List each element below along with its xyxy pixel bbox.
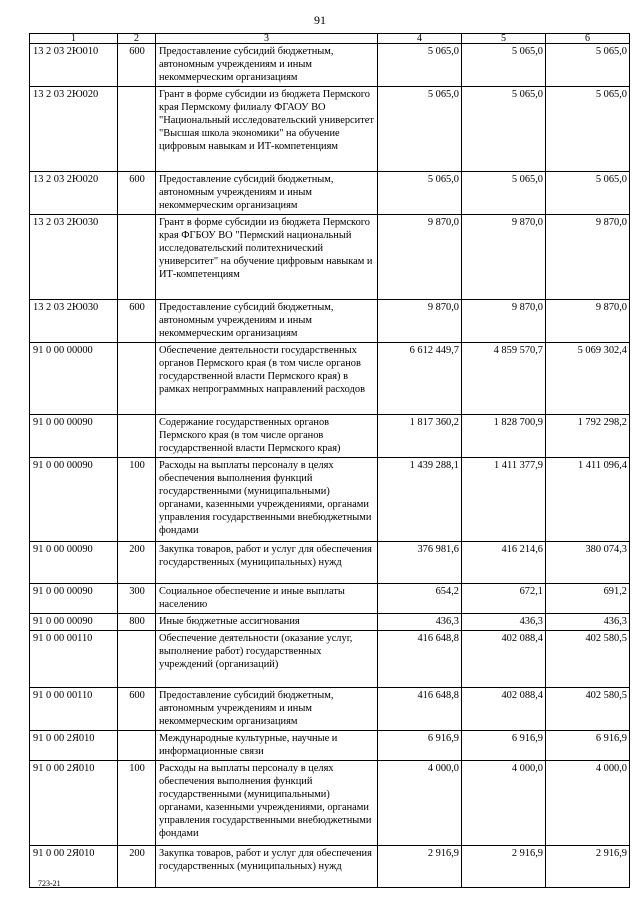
table-row	[30, 731, 630, 761]
column-header: 6	[546, 34, 630, 44]
description-cell: Грант в форме субсидии из бюджета Пермского края Пермскому филиалу ФГАОУ ВО "Национальный исследовательский университет "Высшая школа экономики" на обучение цифровым навыкам и ИТ-компетенциям	[156, 87, 378, 172]
amount-col4-cell: 2 916,9	[378, 846, 462, 888]
column-header: 1	[30, 34, 118, 44]
expense-type-cell	[118, 731, 156, 761]
amount-col4-cell: 376 981,6	[378, 542, 462, 584]
amount-col6-cell: 380 074,3	[546, 542, 630, 584]
amount-col6-cell: 5 069 302,4	[546, 343, 630, 415]
amount-col6-cell: 402 580,5	[546, 688, 630, 731]
amount-col4-cell: 9 870,0	[378, 215, 462, 300]
amount-col5-cell: 6 916,9	[462, 731, 546, 761]
target-code-cell: 91 0 00 00090	[30, 458, 118, 542]
table-row	[30, 846, 630, 888]
amount-col5-cell: 436,3	[462, 614, 546, 631]
table-row	[30, 761, 630, 846]
amount-col4-cell: 416 648,8	[378, 688, 462, 731]
description-cell: Предоставление субсидий бюджетным, автономным учреждениям и иным некоммерческим организациям	[156, 172, 378, 215]
target-code-cell: 91 0 00 00110	[30, 631, 118, 688]
table-row	[30, 343, 630, 415]
document-code: 723-21	[38, 879, 61, 888]
amount-col5-cell: 4 000,0	[462, 761, 546, 846]
amount-col6-cell: 6 916,9	[546, 731, 630, 761]
amount-col6-cell: 2 916,9	[546, 846, 630, 888]
target-code-cell: 91 0 00 00090	[30, 584, 118, 614]
target-code-cell: 91 0 00 2Я010	[30, 761, 118, 846]
target-code-cell: 13 2 03 2Ю020	[30, 172, 118, 215]
expense-type-cell	[118, 631, 156, 688]
amount-col5-cell: 9 870,0	[462, 215, 546, 300]
expense-type-cell: 600	[118, 300, 156, 343]
target-code-cell: 91 0 00 00090	[30, 542, 118, 584]
amount-col6-cell: 436,3	[546, 614, 630, 631]
table-row	[30, 631, 630, 688]
amount-col6-cell: 5 065,0	[546, 87, 630, 172]
description-cell: Предоставление субсидий бюджетным, автономным учреждениям и иным некоммерческим организациям	[156, 300, 378, 343]
amount-col5-cell: 5 065,0	[462, 172, 546, 215]
table-row	[30, 44, 630, 87]
expense-type-cell	[118, 215, 156, 300]
amount-col5-cell: 402 088,4	[462, 631, 546, 688]
description-cell: Международные культурные, научные и информационные связи	[156, 731, 378, 761]
expense-type-cell	[118, 87, 156, 172]
amount-col6-cell: 9 870,0	[546, 215, 630, 300]
amount-col6-cell: 691,2	[546, 584, 630, 614]
amount-col5-cell: 4 859 570,7	[462, 343, 546, 415]
target-code-cell: 91 0 00 00110	[30, 688, 118, 731]
expense-type-cell	[118, 415, 156, 458]
expense-type-cell: 200	[118, 542, 156, 584]
target-code-cell: 91 0 00 2Я010	[30, 731, 118, 761]
target-code-cell: 91 0 00 2Я010	[30, 846, 118, 888]
amount-col4-cell: 654,2	[378, 584, 462, 614]
target-code-cell: 91 0 00 00090	[30, 415, 118, 458]
description-cell: Предоставление субсидий бюджетным, автономным учреждениям и иным некоммерческим организациям	[156, 44, 378, 87]
amount-col5-cell: 2 916,9	[462, 846, 546, 888]
table-row	[30, 458, 630, 542]
column-header: 2	[118, 34, 156, 44]
description-cell: Закупка товаров, работ и услуг для обеспечения государственных (муниципальных) нужд	[156, 846, 378, 888]
amount-col5-cell: 672,1	[462, 584, 546, 614]
page-number: 91	[314, 13, 326, 27]
expense-type-cell: 800	[118, 614, 156, 631]
description-cell: Расходы на выплаты персоналу в целях обеспечения выполнения функций государственными (муниципальными) органами, казенными учреждениями, органами управления государственными внебюджетными фондами	[156, 458, 378, 542]
amount-col5-cell: 416 214,6	[462, 542, 546, 584]
amount-col5-cell: 5 065,0	[462, 44, 546, 87]
description-cell: Обеспечение деятельности государственных органов Пермского края (в том числе органов государственной власти Пермского края) в рамках непрограммных направлений расходов	[156, 343, 378, 415]
description-cell: Содержание государственных органов Пермского края (в том числе органов государственной власти Пермского края)	[156, 415, 378, 458]
amount-col6-cell: 1 792 298,2	[546, 415, 630, 458]
amount-col4-cell: 5 065,0	[378, 172, 462, 215]
amount-col6-cell: 4 000,0	[546, 761, 630, 846]
description-cell: Предоставление субсидий бюджетным, автономным учреждениям и иным некоммерческим организациям	[156, 688, 378, 731]
target-code-cell: 91 0 00 00090	[30, 614, 118, 631]
description-cell: Расходы на выплаты персоналу в целях обеспечения выполнения функций государственными (муниципальными) органами, казенными учреждениями, органами управления государственными внебюджетными фондами	[156, 761, 378, 846]
description-cell: Социальное обеспечение и иные выплаты населению	[156, 584, 378, 614]
target-code-cell: 91 0 00 00000	[30, 343, 118, 415]
target-code-cell: 13 2 03 2Ю030	[30, 300, 118, 343]
amount-col5-cell: 1 411 377,9	[462, 458, 546, 542]
table-row	[30, 614, 630, 631]
amount-col4-cell: 1 817 360,2	[378, 415, 462, 458]
amount-col4-cell: 6 612 449,7	[378, 343, 462, 415]
header-row	[30, 34, 630, 44]
expense-type-cell: 600	[118, 172, 156, 215]
expense-type-cell: 600	[118, 688, 156, 731]
amount-col6-cell: 5 065,0	[546, 172, 630, 215]
amount-col5-cell: 1 828 700,9	[462, 415, 546, 458]
description-cell: Иные бюджетные ассигнования	[156, 614, 378, 631]
column-header: 5	[462, 34, 546, 44]
description-cell: Закупка товаров, работ и услуг для обеспечения государственных (муниципальных) нужд	[156, 542, 378, 584]
amount-col5-cell: 5 065,0	[462, 87, 546, 172]
target-code-cell: 13 2 03 2Ю020	[30, 87, 118, 172]
table-row	[30, 415, 630, 458]
target-code-cell: 13 2 03 2Ю030	[30, 215, 118, 300]
expense-type-cell: 600	[118, 44, 156, 87]
amount-col4-cell: 6 916,9	[378, 731, 462, 761]
expense-type-cell: 100	[118, 761, 156, 846]
amount-col4-cell: 4 000,0	[378, 761, 462, 846]
table-row	[30, 87, 630, 172]
amount-col4-cell: 1 439 288,1	[378, 458, 462, 542]
table-row	[30, 300, 630, 343]
amount-col4-cell: 9 870,0	[378, 300, 462, 343]
amount-col6-cell: 9 870,0	[546, 300, 630, 343]
amount-col6-cell: 1 411 096,4	[546, 458, 630, 542]
expense-type-cell: 300	[118, 584, 156, 614]
column-header: 4	[378, 34, 462, 44]
table-row	[30, 688, 630, 731]
amount-col6-cell: 5 065,0	[546, 44, 630, 87]
expense-type-cell: 100	[118, 458, 156, 542]
table-row	[30, 584, 630, 614]
amount-col4-cell: 436,3	[378, 614, 462, 631]
budget-table	[29, 33, 630, 888]
table-row	[30, 172, 630, 215]
amount-col4-cell: 416 648,8	[378, 631, 462, 688]
expense-type-cell: 200	[118, 846, 156, 888]
expense-type-cell	[118, 343, 156, 415]
amount-col4-cell: 5 065,0	[378, 87, 462, 172]
table-body	[30, 44, 630, 888]
amount-col6-cell: 402 580,5	[546, 631, 630, 688]
amount-col4-cell: 5 065,0	[378, 44, 462, 87]
table-row	[30, 542, 630, 584]
table-row	[30, 215, 630, 300]
description-cell: Обеспечение деятельности (оказание услуг, выполнение работ) государственных учреждений (организаций)	[156, 631, 378, 688]
column-header: 3	[156, 34, 378, 44]
amount-col5-cell: 9 870,0	[462, 300, 546, 343]
target-code-cell: 13 2 03 2Ю010	[30, 44, 118, 87]
description-cell: Грант в форме субсидии из бюджета Пермского края ФГБОУ ВО "Пермский национальный исследовательский политехнический университет" на обучение цифровым навыкам и ИТ-компетенциям	[156, 215, 378, 300]
amount-col5-cell: 402 088,4	[462, 688, 546, 731]
